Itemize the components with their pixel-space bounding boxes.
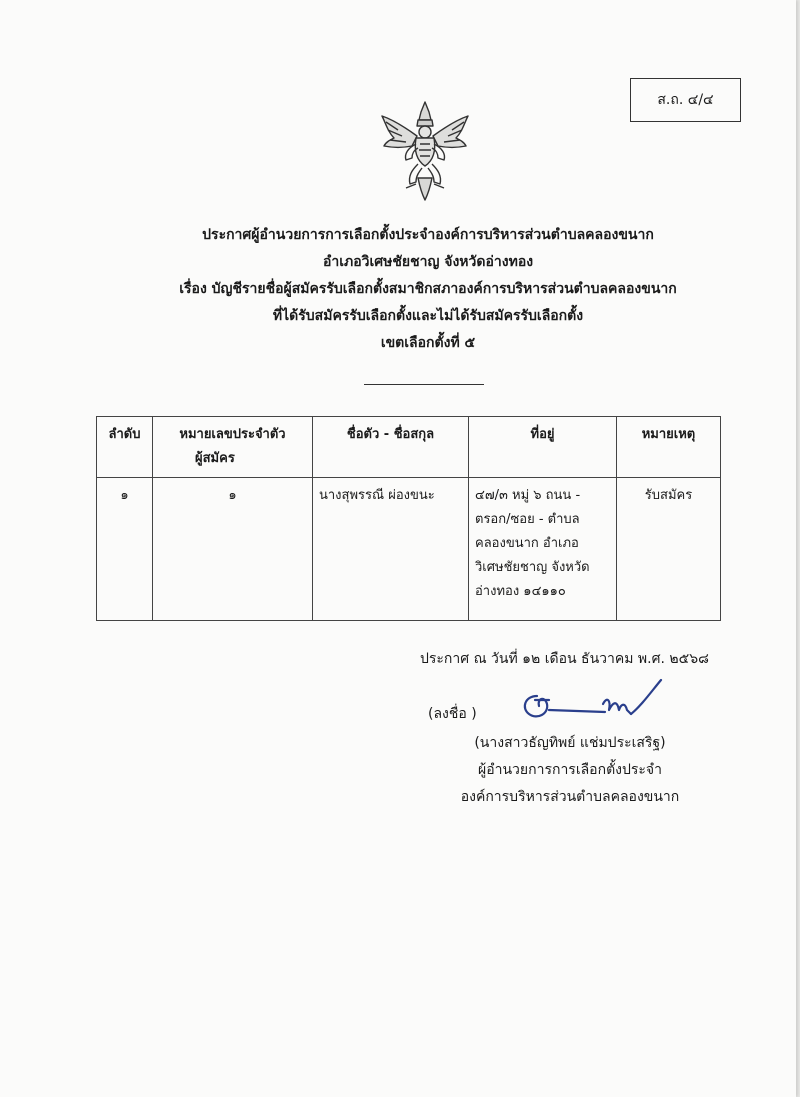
form-code: ส.ถ. ๔/๔ xyxy=(657,92,714,108)
header-line-3: เรื่อง บัญชีรายชื่อผู้สมัครรับเลือกตั้งสมาชิกสภาองค์การบริหารส่วนตำบลคลองขนาก xyxy=(179,281,677,297)
cell-remark: รับสมัคร xyxy=(617,478,721,621)
header-line-4: ที่ได้รับสมัครรับเลือกตั้งและไม่ได้รับสมัครรับเลือกตั้ง xyxy=(272,308,584,324)
cell-order: ๑ xyxy=(97,478,153,621)
table-row xyxy=(97,478,721,621)
cell-address xyxy=(469,478,617,621)
candidates-table xyxy=(96,416,721,621)
column-header-name: ชื่อตัว - ชื่อสกุล xyxy=(313,417,469,478)
column-header-candidate-number: หมายเลขประจำตัว ผู้สมัคร xyxy=(153,417,313,478)
column-header-remark: หมายเหตุ xyxy=(617,417,721,478)
address-line: คลองขนาก อำเภอ xyxy=(475,536,579,551)
handwritten-signature xyxy=(515,670,665,732)
column-header-order: ลำดับ xyxy=(97,417,153,478)
address-line: ตรอก/ซอย - ตำบล xyxy=(475,512,580,527)
form-code-box xyxy=(630,78,741,122)
signer-title-2: องค์การบริหารส่วนตำบลคลองขนาก xyxy=(460,789,680,805)
sign-label: (ลงชื่อ ) xyxy=(428,706,477,722)
address-line: วิเศษชัยชาญ จังหวัด xyxy=(475,560,590,575)
header-line-5: เขตเลือกตั้งที่ ๕ xyxy=(380,335,476,351)
announcement-date: ประกาศ ณ วันที่ ๑๒ เดือน ธันวาคม พ.ศ. ๒๕๖๘ xyxy=(420,651,709,667)
signer-block xyxy=(440,730,700,811)
header-line-2: อำเภอวิเศษชัยชาญ จังหวัดอ่างทอง xyxy=(322,254,534,270)
signer-name: (นางสาวธัญทิพย์ แช่มประเสริฐ) xyxy=(474,735,666,751)
announcement-header xyxy=(100,222,756,357)
header-divider xyxy=(364,384,484,385)
garuda-emblem-icon xyxy=(372,98,478,204)
table-header-row xyxy=(97,417,721,478)
header-line-1: ประกาศผู้อำนวยการการเลือกตั้งประจำองค์การบริหารส่วนตำบลคลองขนาก xyxy=(202,227,654,243)
address-line: อ่างทอง ๑๔๑๑๐ xyxy=(475,584,566,599)
address-line: ๔๗/๓ หมู่ ๖ ถนน - xyxy=(475,488,581,503)
signer-title-1: ผู้อำนวยการการเลือกตั้งประจำ xyxy=(478,762,662,778)
cell-name: นางสุพรรณี ผ่องขนะ xyxy=(313,478,469,621)
column-header-address: ที่อยู่ xyxy=(469,417,617,478)
cell-candidate-number: ๑ xyxy=(153,478,313,621)
